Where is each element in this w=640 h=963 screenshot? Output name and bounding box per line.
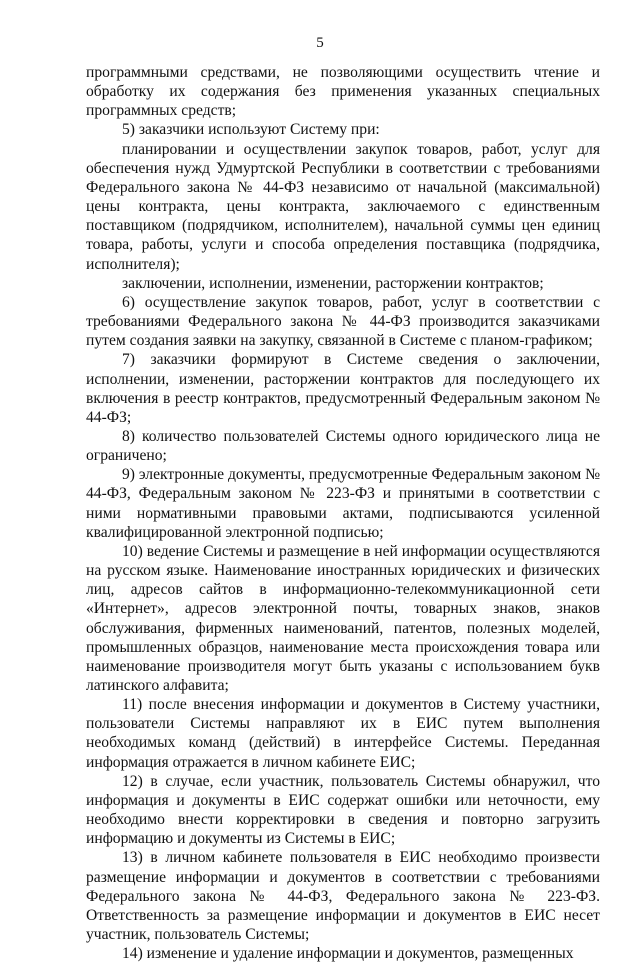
paragraph-item-8: 8) количество пользователей Системы одного юридического лица не ограничено; [86, 427, 600, 465]
paragraph-item-6: 6) осуществление закупок товаров, работ, услуг в соответствии с требованиями Федерального закона № 44-ФЗ производится заказчиками путем создания заявки на закупку, связанной в Системе с планом-графиком; [86, 293, 600, 350]
paragraph-item-12: 12) в случае, если участник, пользователь Системы обнаружил, что информация и документы в ЕИС содержат ошибки или неточности, ему необходимо внести корректировки в сведения и повторно загрузить информацию и документы из Системы в ЕИС; [86, 772, 600, 848]
paragraph-continuation: программными средствами, не позволяющими осуществить чтение и обработку их содержания без применения указанных специальных программных средств; [86, 64, 600, 120]
paragraph-item-9: 9) электронные документы, предусмотренные Федеральным законом № 44-ФЗ, Федеральным законом № 223-ФЗ и принятыми в соответствии с ними нормативными правовыми актами, подписываются усиленной квалифицированной электронной подписью; [86, 466, 600, 541]
paragraph-item-5-contracts: заключении, исполнении, изменении, расторжении контрактов; [122, 274, 544, 292]
paragraph-item-11: 11) после внесения информации и документов в Систему участники, пользователи Системы направляют их в ЕИС путем выполнения необходимых команд (действий) в интерфейсе Системы. Переданная информация отражается в личном кабинете ЕИС; [86, 696, 600, 771]
page-number: 5 [316, 35, 324, 51]
paragraph-item-7: 7) заказчики формируют в Системе сведения о заключении, исполнении, изменении, расторжении контрактов для последующего их включения в реестр контрактов, предусмотренный Федеральным законом № 44-ФЗ; [86, 351, 600, 426]
paragraph-item-13: 13) в личном кабинете пользователя в ЕИС необходимо произвести размещение информации и документов в соответствии с требованиями Федерального закона № 44-ФЗ, Федерального закона № 223-ФЗ. Ответственность за размещение информации и документов в ЕИС несет участник, пользователь Системы; [86, 849, 600, 944]
paragraph-item-10: 10) ведение Системы и размещение в ней информации осуществляются на русском языке. Наименование иностранных юридических и физических лиц, адресов сайтов в информационно-телекоммуникационной сети «Интернет», адресов электронной почты, товарных знаков, знаков обслуживания, фирменных наименований, патентов, полезных моделей, промышленных образцов, наименование места происхождения товара или наименование производителя могут быть указаны с использованием букв латинского алфавита; [86, 542, 600, 694]
paragraph-item-5: 5) заказчики используют Систему при: [122, 121, 380, 139]
paragraph-item-14: 14) изменение и удаление информации и документов, размещенных [122, 945, 574, 963]
paragraph-item-5-planning: планировании и осуществлении закупок товаров, работ, услуг для обеспечения нужд Удмуртской Республики в соответствии с требованиями Федерального закона № 44-ФЗ независимо от начальной (максимальной) цены контракта, цены контракта, заключаемого с единственным поставщиком (подрядчиком, исполнителем), начальной суммы цен единиц товара, работы, услуги и способа определения поставщика (подрядчика, исполнителя); [86, 140, 600, 273]
document-body [86, 63, 600, 963]
